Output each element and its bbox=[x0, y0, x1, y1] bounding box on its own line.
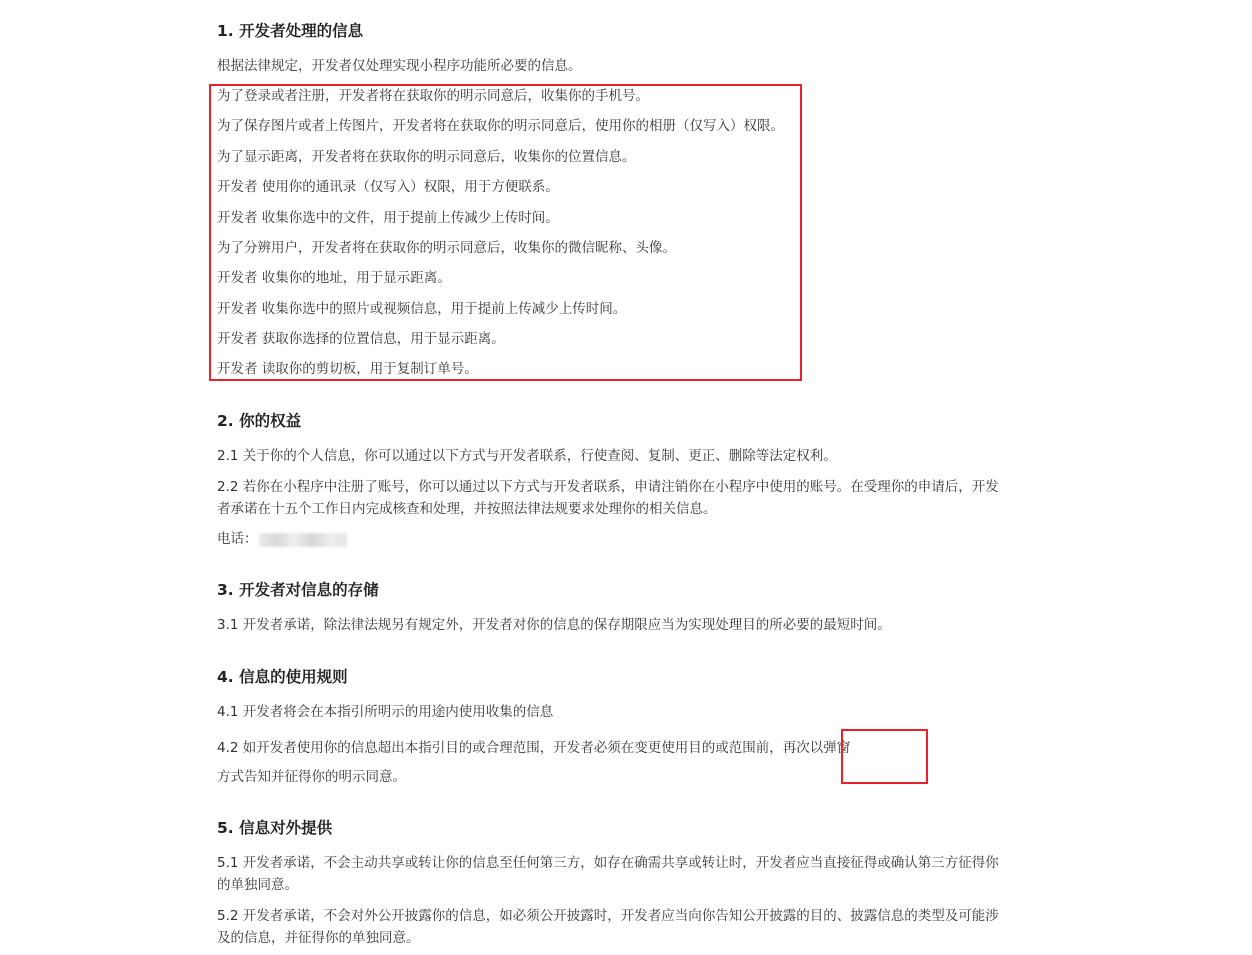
section4-heading: 4. 信息的使用规则 bbox=[217, 668, 348, 686]
highlight-box-popup bbox=[841, 729, 928, 784]
section2-heading: 2. 你的权益 bbox=[217, 412, 302, 430]
redacted-phone-number bbox=[259, 533, 347, 547]
list-item: 开发者 使用你的通讯录（仅写入）权限，用于方便联系。 bbox=[217, 179, 559, 195]
section5-paragraph-2-line-2: 及的信息，并征得你的单独同意。 bbox=[217, 930, 420, 946]
section2-paragraph-1: 2.1 关于你的个人信息，你可以通过以下方式与开发者联系，行使查阅、复制、更正、删除等法定权利。 bbox=[217, 448, 837, 464]
list-item: 为了登录或者注册，开发者将在获取你的明示同意后，收集你的手机号。 bbox=[217, 88, 649, 104]
section5-paragraph-1-line-1: 5.1 开发者承诺，不会主动共享或转让你的信息至任何第三方，如存在确需共享或转让时，开发者应当直接征得或确认第三方征得你 bbox=[217, 855, 999, 871]
list-item: 开发者 收集你选中的照片或视频信息，用于提前上传减少上传时间。 bbox=[217, 301, 627, 317]
section5-heading: 5. 信息对外提供 bbox=[217, 819, 333, 837]
section5-paragraph-2-line-1: 5.2 开发者承诺，不会对外公开披露你的信息，如必须公开披露时，开发者应当向你告知公开披露的目的、披露信息的类型及可能涉 bbox=[217, 908, 999, 924]
list-item: 开发者 读取你的剪切板，用于复制订单号。 bbox=[217, 361, 478, 377]
list-item: 为了显示距离，开发者将在获取你的明示同意后，收集你的位置信息。 bbox=[217, 149, 636, 165]
list-item: 为了保存图片或者上传图片，开发者将在获取你的明示同意后，使用你的相册（仅写入）权限。 bbox=[217, 118, 784, 134]
section3-heading: 3. 开发者对信息的存储 bbox=[217, 581, 379, 599]
section1-heading: 1. 开发者处理的信息 bbox=[217, 22, 364, 40]
section2-paragraph-2-line-2: 者承诺在十五个工作日内完成核查和处理，并按照法律法规要求处理你的相关信息。 bbox=[217, 501, 717, 517]
list-item: 开发者 收集你选中的文件，用于提前上传减少上传时间。 bbox=[217, 210, 559, 226]
section4-paragraph-2-line-1: 4.2 如开发者使用你的信息超出本指引目的或合理范围，开发者必须在变更使用目的或范围前，再次以弹窗 bbox=[217, 740, 851, 756]
list-item: 开发者 收集你的地址，用于显示距离。 bbox=[217, 270, 451, 286]
phone-label: 电话： bbox=[217, 531, 258, 547]
section4-paragraph-1: 4.1 开发者将会在本指引所明示的用途内使用收集的信息 bbox=[217, 704, 554, 720]
list-item: 开发者 获取你选择的位置信息，用于显示距离。 bbox=[217, 331, 505, 347]
section4-paragraph-2-line-2: 方式告知并征得你的明示同意。 bbox=[217, 769, 406, 785]
highlight-box-permissions bbox=[209, 84, 802, 381]
list-item: 为了分辨用户，开发者将在获取你的明示同意后，收集你的微信昵称、头像。 bbox=[217, 240, 676, 256]
section3-paragraph-1: 3.1 开发者承诺，除法律法规另有规定外，开发者对你的信息的保存期限应当为实现处理目的所必要的最短时间。 bbox=[217, 617, 891, 633]
section2-paragraph-2-line-1: 2.2 若你在小程序中注册了账号，你可以通过以下方式与开发者联系，申请注销你在小程序中使用的账号。在受理你的申请后，开发 bbox=[217, 479, 999, 495]
section1-intro: 根据法律规定，开发者仅处理实现小程序功能所必要的信息。 bbox=[217, 58, 582, 74]
section5-paragraph-1-line-2: 的单独同意。 bbox=[217, 877, 298, 893]
